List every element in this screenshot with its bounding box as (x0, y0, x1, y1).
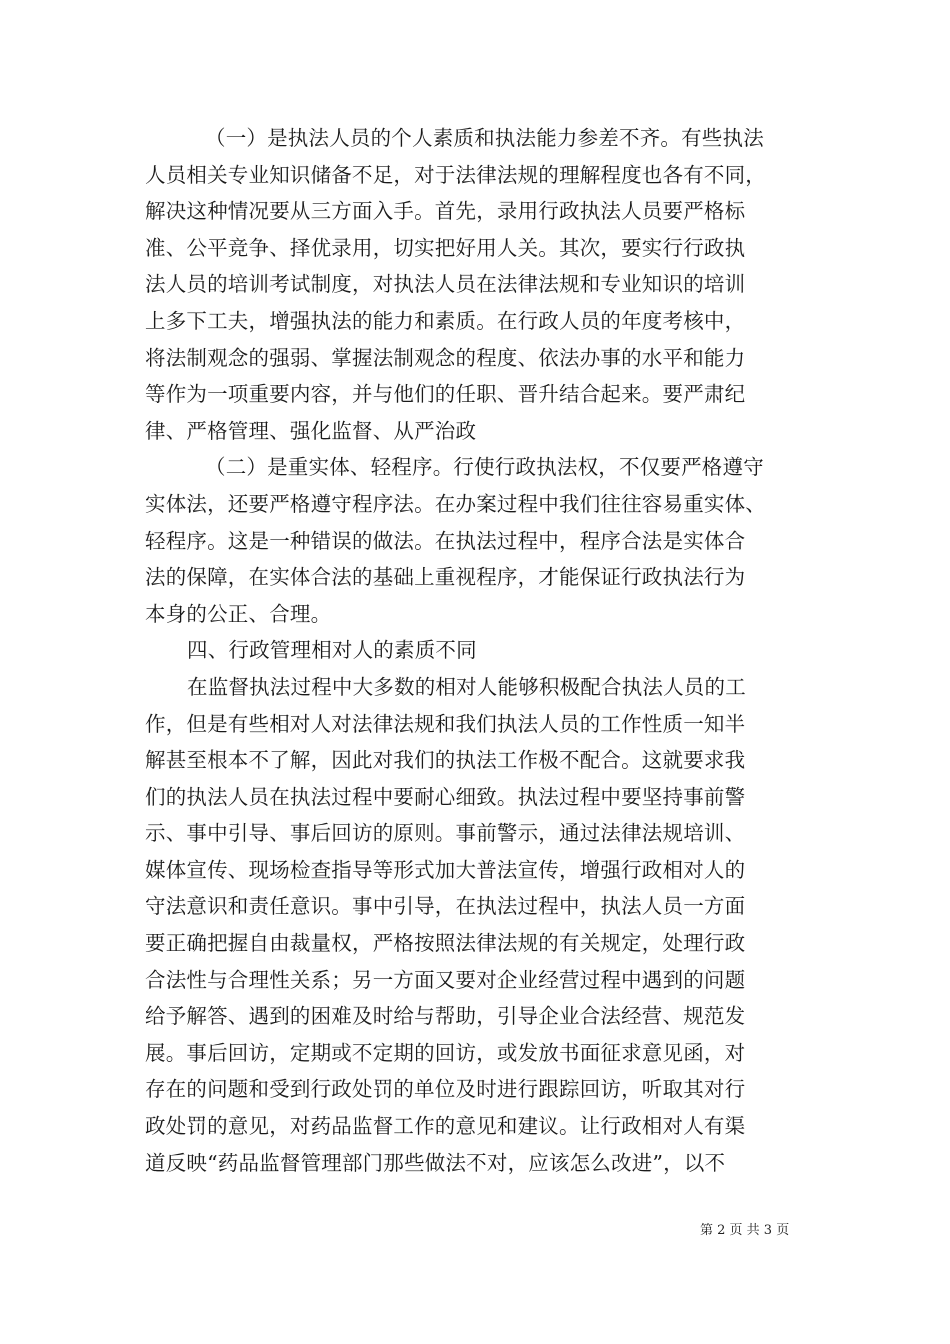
paragraph-2-line: 法的保障，在实体合法的基础上重视程序，才能保证行政执法行为 (145, 565, 746, 590)
paragraph-3-line: 们的执法人员在执法过程中要耐心细致。执法过程中要坚持事前警 (145, 784, 746, 809)
paragraph-1-line: 法人员的培训考试制度，对执法人员在法律法规和专业知识的培训 (145, 272, 746, 297)
paragraph-2-line: 实体法，还要严格遵守程序法。在办案过程中我们往往容易重实体、 (145, 491, 766, 516)
section-heading: 四、行政管理相对人的素质不同 (187, 638, 477, 663)
paragraph-1-line: 准、公平竞争、择优录用，切实把好用人关。其次，要实行行政执 (145, 235, 746, 260)
paragraph-3-line: 要正确把握自由裁量权，严格按照法律法规的有关规定，处理行政 (145, 931, 746, 956)
paragraph-3-line: 作，但是有些相对人对法律法规和我们执法人员的工作性质一知半 (145, 711, 746, 736)
paragraph-1-line: 上多下工夫，增强执法的能力和素质。在行政人员的年度考核中， (145, 308, 746, 333)
paragraph-1-line: 解决这种情况要从三方面入手。首先，录用行政执法人员要严格标 (145, 199, 746, 224)
paragraph-2-line: 轻程序。这是一种错误的做法。在执法过程中，程序合法是实体合 (145, 528, 746, 553)
paragraph-3-line: 道反映“药品监督管理部门那些做法不对，应该怎么改进”，以不 (145, 1150, 726, 1175)
paragraph-2-line: 本身的公正、合理。 (145, 601, 332, 626)
paragraph-3-line: 媒体宣传、现场检查指导等形式加大普法宣传，增强行政相对人的 (145, 857, 746, 882)
paragraph-1-line: 人员相关专业知识储备不足，对于法律法规的理解程度也各有不同， (145, 162, 766, 187)
paragraph-3-line: 在监督执法过程中大多数的相对人能够积极配合执法人员的工 (187, 674, 746, 699)
paragraph-1-line: 律、严格管理、强化监督、从严治政 (145, 418, 477, 443)
document-body (145, 120, 825, 1181)
paragraph-3-line: 政处罚的意见，对药品监督工作的意见和建议。让行政相对人有渠 (145, 1114, 746, 1139)
paragraph-3-line: 存在的问题和受到行政处罚的单位及时进行跟踪回访，听取其对行 (145, 1077, 746, 1102)
paragraph-3-line: 解甚至根本不了解，因此对我们的执法工作极不配合。这就要求我 (145, 748, 746, 773)
paragraph-1-line: 等作为一项重要内容，并与他们的任职、晋升结合起来。要严肃纪 (145, 382, 746, 407)
paragraph-3-line: 展。事后回访，定期或不定期的回访，或发放书面征求意见函，对 (145, 1040, 746, 1065)
page-number: 第 2 页 共 3 页 (700, 1223, 790, 1238)
paragraph-3-line: 合法性与合理性关系；另一方面又要对企业经营过程中遇到的问题 (145, 967, 746, 992)
paragraph-2-line: （二）是重实体、轻程序。行使行政执法权，不仅要严格遵守 (205, 455, 764, 480)
paragraph-3-line: 给予解答、遇到的困难及时给与帮助，引导企业合法经营、规范发 (145, 1004, 746, 1029)
paragraph-3-line: 守法意识和责任意识。事中引导，在执法过程中，执法人员一方面 (145, 894, 746, 919)
paragraph-3-line: 示、事中引导、事后回访的原则。事前警示，通过法律法规培训、 (145, 821, 746, 846)
paragraph-1-line: 将法制观念的强弱、掌握法制观念的程度、依法办事的水平和能力 (145, 345, 746, 370)
paragraph-1-line: （一）是执法人员的个人素质和执法能力参差不齐。有些执法 (205, 126, 764, 150)
